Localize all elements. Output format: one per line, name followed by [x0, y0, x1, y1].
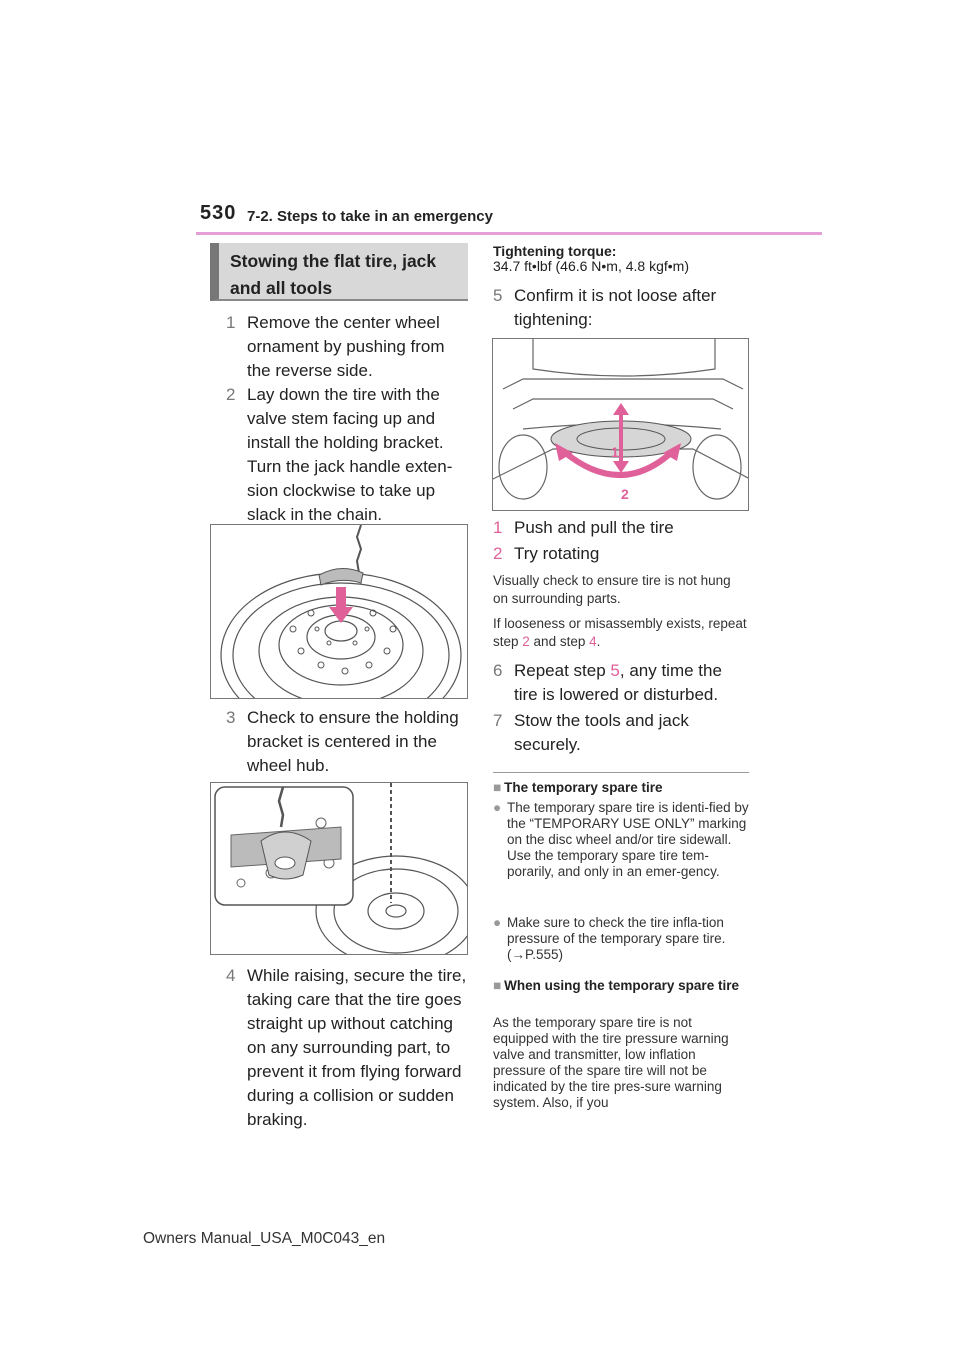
note-paragraph: As the temporary spare tire is not equipped with the tire pressure warning valve and transmitter, low inflation pressure of the spare tire will not be indicated by the tire pres-sure warning system. Also, if you	[493, 1015, 729, 1110]
loose-note: If looseness or misassembly exists, repeat step 2 and step 4.	[493, 616, 747, 649]
tire-bracket-illustration	[211, 525, 468, 699]
step-3: 3 Check to ensure the holding bracket is centered in the wheel hub.	[226, 708, 459, 775]
step-6: 6 Repeat step 5, any time the tire is lowered or disturbed.	[493, 661, 722, 704]
step-4: 4 While raising, secure the tire, taking care that the tire goes straight up without catching on any surrounding part, to prevent it from flying forward during a collision or sudden braking.	[226, 966, 467, 1129]
square-bullet-icon: ■	[493, 978, 502, 993]
step-1: 1 Remove the center wheel ornament by pushing from the reverse side.	[226, 313, 445, 380]
torque-label: Tightening torque:	[493, 243, 617, 259]
note-bullet-2: ● Make sure to check the tire infla-tion pressure of the temporary spare tire. (→P.555)	[493, 915, 726, 962]
note-title-temporary-spare: ■ The temporary spare tire	[493, 780, 663, 795]
figure-holding-bracket	[210, 524, 468, 699]
header-rule	[196, 232, 822, 235]
notes-divider	[493, 772, 749, 773]
note-bullet-1: ● The temporary spare tire is identi-fied by the “TEMPORARY USE ONLY” marking on the disc wheel and/or tire sidewall. Use the temporary spare tire tem-porarily, and only in an emer-gency.	[493, 800, 749, 879]
arrow-icon: →	[511, 947, 525, 962]
sub-step-1: 1 Push and pull the tire	[493, 518, 674, 537]
note-title-when-using: ■ When using the temporary spare tire	[493, 978, 739, 993]
page-number: 530	[200, 202, 237, 224]
step-5: 5 Confirm it is not loose after tightening:	[493, 286, 717, 329]
footer-text: Owners Manual_USA_M0C043_en	[143, 1230, 386, 1247]
figure-label-1: 1	[611, 444, 619, 460]
section-title: 7-2. Steps to take in an emergency	[247, 208, 493, 225]
page-reference-link[interactable]: P.555)	[525, 947, 564, 962]
step-7: 7 Stow the tools and jack securely.	[493, 711, 689, 754]
step-2: 2 Lay down the tire with the valve stem facing up and install the holding bracket. Turn the jack handle exten-sion clockwise to take up slack in the chain.	[226, 385, 453, 524]
square-bullet-icon: ■	[493, 780, 502, 795]
torque-value: 34.7 ft•lbf (46.6 N•m, 4.8 kgf•m)	[493, 258, 689, 274]
bracket-centered-illustration	[211, 783, 468, 955]
sub-step-2: 2 Try rotating	[493, 544, 600, 563]
check-note: Visually check to ensure tire is not hung on surrounding parts.	[493, 573, 731, 606]
figure-bracket-centered	[210, 782, 468, 955]
round-bullet-icon: ●	[493, 915, 502, 930]
figure-label-2: 2	[621, 486, 629, 502]
section-heading: Stowing the flat tire, jack and all tools	[210, 243, 468, 301]
underbody-spare-illustration	[493, 339, 749, 511]
round-bullet-icon: ●	[493, 800, 502, 815]
figure-confirm-tightening	[492, 338, 749, 511]
